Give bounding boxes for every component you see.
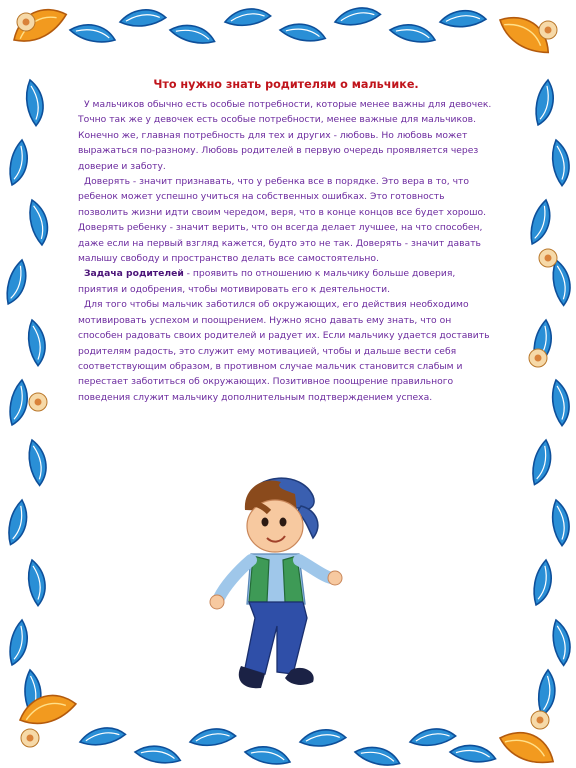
article — [78, 78, 494, 405]
article-title: Что нужно знать родителям о мальчике. — [153, 78, 419, 91]
boy-illustration — [205, 468, 345, 698]
paragraph-3-text: - проявить по отношению к мальчику больше доверия, приятия и одобрения, чтобы мотивировать его к деятельности. — [78, 268, 456, 295]
paragraph-4-text: Для того чтобы мальчик заботился об окружающих, его действия необходимо мотивировать успехом и поощрением. Нужно ясно давать ему знать, что он способен радовать своих родителей и радует их. Если мальчику удается доставить родителям радость, это служит ему мотивацией, чтобы и дальше вести себя соответствующим образом, в противном случае мальчик становится слабым и перестает заботиться об окружающих. Позитивное поощрение правильного поведения служит мальчику дополнительным подтверждением успеха. — [78, 299, 490, 403]
paragraph-3-bold: Задача родителей — [84, 268, 184, 280]
paragraph-1-text: У мальчиков обычно есть особые потребности, которые менее важны для девочек. Точно так же у девочек есть особые потребности, менее важные для мальчиков. Конечно же, главная потребность для тех и других - любовь. Но любовь может выражаться по-разному. Любовь родителей в первую очередь проявляется через доверие и заботу. — [78, 99, 492, 172]
border-right — [527, 79, 574, 717]
paragraph-1 — [78, 97, 494, 174]
paragraph-2 — [78, 174, 494, 266]
paragraph-4 — [78, 297, 494, 405]
paragraph-3 — [78, 266, 494, 297]
border-bottom — [78, 724, 496, 768]
border-top — [69, 4, 487, 47]
paragraph-2-text: Доверять - значит признавать, что у ребенка все в порядке. Это вера в то, что ребенок может успешно учиться на собственных ошибках. Это готовность позволить жизни идти своим чередом, веря, что в конце концов все будет хорошо. Доверять ребенку - значит верить, что он всегда делает лучшее, на что способен, даже если на первый взгляд кажется, будто это не так. Доверять - значит давать малышу свободу и пространство делать все самостоятельно. — [78, 176, 487, 265]
